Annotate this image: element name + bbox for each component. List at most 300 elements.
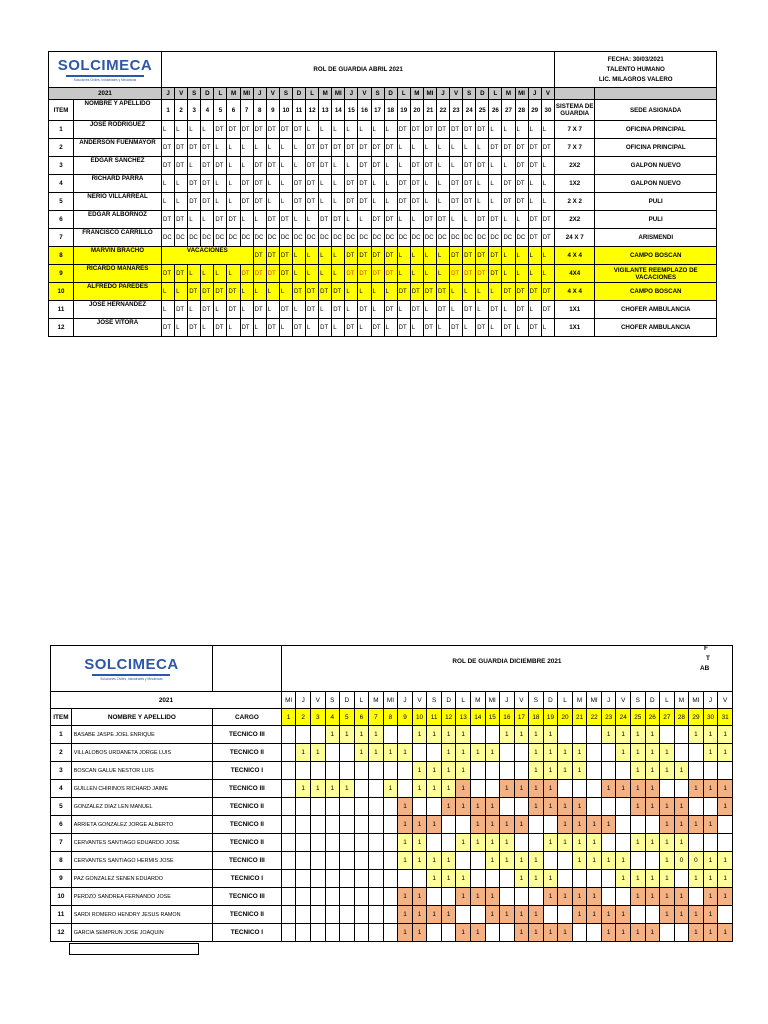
shift-cell: DT <box>450 193 463 211</box>
shift-cell: 1 <box>645 726 660 744</box>
weekday-cell: V <box>450 88 463 100</box>
weekday-cell: MI <box>689 692 704 709</box>
shift-cell: DT <box>436 301 449 319</box>
shift-cell <box>325 798 340 816</box>
shift-cell: DC <box>397 229 410 247</box>
shift-cell <box>587 870 602 888</box>
shift-cell: L <box>332 265 345 283</box>
weekday-cell: V <box>310 692 325 709</box>
day-number-cell: 20 <box>410 100 423 121</box>
shift-cell <box>601 870 616 888</box>
roster-title: ROL DE GUARDIA ABRIL 2021 <box>162 52 555 88</box>
shift-cell: DT <box>528 211 541 229</box>
shift-cell: 1 <box>500 816 515 834</box>
shift-cell <box>281 852 296 870</box>
day-number-cell: 3 <box>188 100 201 121</box>
shift-cell: 1 <box>587 816 602 834</box>
item-number: 10 <box>49 283 74 301</box>
day-number-cell: 13 <box>319 100 332 121</box>
shift-cell: DT <box>515 193 528 211</box>
guard-system: 2 X 2 <box>555 193 595 211</box>
site-header: SEDE ASIGNADA <box>595 100 717 121</box>
weekday-cell: MI <box>240 88 253 100</box>
shift-cell: 1 <box>645 744 660 762</box>
shift-cell: L <box>162 283 175 301</box>
shift-cell: 1 <box>718 924 733 942</box>
shift-cell <box>281 780 296 798</box>
roster-row <box>49 247 717 265</box>
shift-cell: DT <box>188 175 201 193</box>
day-number-cell: 24 <box>463 100 476 121</box>
day-number-cell: 10 <box>279 100 292 121</box>
shift-cell: DT <box>371 157 384 175</box>
weekday-cell: MI <box>332 88 345 100</box>
shift-cell: DT <box>266 211 279 229</box>
shift-cell <box>558 906 573 924</box>
shift-cell: DC <box>436 229 449 247</box>
shift-cell: L <box>502 211 515 229</box>
shift-cell <box>398 870 413 888</box>
assigned-site: PULI <box>595 193 717 211</box>
shift-cell <box>630 906 645 924</box>
shift-cell: DT <box>319 211 332 229</box>
shift-cell: 1 <box>296 744 311 762</box>
day-number-cell: 8 <box>383 709 398 726</box>
shift-cell: 1 <box>543 888 558 906</box>
day-number-cell: 3 <box>310 709 325 726</box>
weekday-cell: V <box>541 88 555 100</box>
item-number: 2 <box>51 744 72 762</box>
day-number-cell: 24 <box>616 709 631 726</box>
vacation-label: VACACIONES <box>162 247 254 265</box>
shift-cell: 1 <box>645 798 660 816</box>
shift-cell: 1 <box>689 870 704 888</box>
shift-cell: 1 <box>427 762 442 780</box>
shift-cell: L <box>358 283 371 301</box>
shift-cell: 1 <box>660 744 675 762</box>
shift-cell: DT <box>279 211 292 229</box>
shift-cell: 1 <box>572 798 587 816</box>
shift-cell: L <box>476 283 489 301</box>
shift-cell: DT <box>319 319 332 337</box>
shift-cell: DT <box>371 247 384 265</box>
shift-cell <box>427 924 442 942</box>
shift-cell: 1 <box>587 888 602 906</box>
shift-cell: DT <box>253 193 266 211</box>
shift-cell: L <box>423 265 436 283</box>
shift-cell: DT <box>253 121 266 139</box>
shift-cell: DT <box>266 247 279 265</box>
shift-cell: L <box>253 139 266 157</box>
shift-cell <box>325 762 340 780</box>
day-number-cell: 25 <box>630 709 645 726</box>
shift-cell <box>383 834 398 852</box>
shift-cell: DT <box>528 139 541 157</box>
shift-cell: DC <box>410 229 423 247</box>
shift-cell <box>325 906 340 924</box>
shift-cell <box>470 852 485 870</box>
employee-role: TECNICO I <box>212 762 281 780</box>
weekday-cell: V <box>616 692 631 709</box>
guard-system: 7 X 7 <box>555 139 595 157</box>
shift-cell: DT <box>397 319 410 337</box>
shift-cell: L <box>214 301 227 319</box>
shift-cell: 1 <box>470 816 485 834</box>
shift-cell: DC <box>502 229 515 247</box>
shift-cell: DT <box>306 283 319 301</box>
weekday-cell: MI <box>423 88 436 100</box>
shift-cell: L <box>175 175 188 193</box>
shift-cell <box>616 816 631 834</box>
clipped-meta-2: T <box>706 655 710 662</box>
shift-cell <box>281 744 296 762</box>
shift-cell: L <box>306 247 319 265</box>
day-number-cell: 11 <box>292 100 305 121</box>
day-number-cell: 26 <box>645 709 660 726</box>
shift-cell: DT <box>266 157 279 175</box>
shift-cell <box>674 780 689 798</box>
shift-cell <box>674 726 689 744</box>
shift-cell: L <box>528 301 541 319</box>
shift-cell <box>296 834 311 852</box>
weekday-cell: J <box>703 692 718 709</box>
assigned-site: ARISMENDI <box>595 229 717 247</box>
shift-cell: 1 <box>500 852 515 870</box>
shift-cell <box>296 816 311 834</box>
shift-cell <box>572 726 587 744</box>
shift-cell: DT <box>515 175 528 193</box>
roster-row <box>51 726 733 744</box>
shift-cell: 1 <box>441 744 456 762</box>
shift-cell: 1 <box>660 906 675 924</box>
employee-role: TECNICO I <box>212 924 281 942</box>
shift-cell: 1 <box>601 924 616 942</box>
shift-cell: DT <box>515 301 528 319</box>
shift-cell: L <box>266 175 279 193</box>
shift-cell <box>281 816 296 834</box>
shift-cell: 1 <box>601 780 616 798</box>
shift-cell: DT <box>319 157 332 175</box>
shift-cell: L <box>266 301 279 319</box>
shift-cell: L <box>450 139 463 157</box>
shift-cell: DT <box>450 265 463 283</box>
shift-cell: DT <box>423 283 436 301</box>
employee-role: TECNICO II <box>212 816 281 834</box>
shift-cell: DT <box>476 265 489 283</box>
shift-cell: DT <box>502 139 515 157</box>
shift-cell: 1 <box>703 906 718 924</box>
shift-cell: 1 <box>441 870 456 888</box>
shift-cell: L <box>201 319 214 337</box>
weekday-cell: L <box>489 88 502 100</box>
weekday-cell: L <box>306 88 319 100</box>
shift-cell: L <box>541 175 555 193</box>
shift-cell: L <box>306 319 319 337</box>
employee-role: TECNICO III <box>212 780 281 798</box>
shift-cell <box>718 816 733 834</box>
weekday-cell: L <box>456 692 471 709</box>
shift-cell: 1 <box>412 762 427 780</box>
shift-cell: 1 <box>572 852 587 870</box>
shift-cell: DT <box>214 121 227 139</box>
shift-cell: 1 <box>529 744 544 762</box>
shift-cell: L <box>227 157 240 175</box>
name-header-2: NOMBRE Y APELLIDO <box>71 709 212 726</box>
shift-cell <box>310 888 325 906</box>
shift-cell <box>325 744 340 762</box>
shift-cell <box>543 816 558 834</box>
shift-cell: L <box>489 157 502 175</box>
day-number-cell: 4 <box>201 100 214 121</box>
shift-cell: 1 <box>514 870 529 888</box>
shift-cell <box>369 780 384 798</box>
logo-tagline: Soluciones Civiles, Industriales y Mecánicas <box>73 78 137 82</box>
shift-cell <box>383 798 398 816</box>
shift-cell: 1 <box>470 744 485 762</box>
shift-cell: DT <box>175 139 188 157</box>
shift-cell: DT <box>345 193 358 211</box>
shift-cell: 1 <box>674 798 689 816</box>
shift-cell: 1 <box>514 906 529 924</box>
shift-cell: DT <box>162 319 175 337</box>
shift-cell: L <box>162 121 175 139</box>
shift-cell: DC <box>319 229 332 247</box>
shift-cell: DC <box>332 229 345 247</box>
shift-cell: 1 <box>689 726 704 744</box>
shift-cell: 1 <box>456 762 471 780</box>
shift-cell: DT <box>384 265 397 283</box>
day-number-cell: 29 <box>689 709 704 726</box>
shift-cell <box>703 762 718 780</box>
shift-cell <box>718 906 733 924</box>
name-header: NOMBRE Y APELLIDO <box>74 100 162 121</box>
item-number: 8 <box>51 852 72 870</box>
day-number-cell: 30 <box>703 709 718 726</box>
day-number-cell: 5 <box>340 709 355 726</box>
item-number: 3 <box>51 762 72 780</box>
shift-cell: 1 <box>689 780 704 798</box>
shift-cell: 1 <box>674 834 689 852</box>
day-number-cell: 16 <box>358 100 371 121</box>
shift-cell: 1 <box>441 906 456 924</box>
shift-cell: 1 <box>412 888 427 906</box>
shift-cell: DT <box>175 211 188 229</box>
shift-cell <box>325 924 340 942</box>
system-header: SISTEMA DE GUARDIA <box>555 100 595 121</box>
shift-cell: L <box>175 193 188 211</box>
shift-cell: DT <box>227 283 240 301</box>
day-number-cell: 2 <box>296 709 311 726</box>
weekday-cell: V <box>175 88 188 100</box>
roster-row <box>51 906 733 924</box>
shift-cell: L <box>436 319 449 337</box>
shift-cell: L <box>227 193 240 211</box>
shift-cell: 1 <box>543 762 558 780</box>
guard-system: 4 X 4 <box>555 283 595 301</box>
guard-system: 24 X 7 <box>555 229 595 247</box>
employee-role: TECNICO II <box>212 834 281 852</box>
shift-cell <box>485 726 500 744</box>
shift-cell <box>514 834 529 852</box>
shift-cell <box>398 780 413 798</box>
shift-cell: L <box>463 319 476 337</box>
year-label: 2021 <box>49 88 162 100</box>
day-number-cell: 12 <box>306 100 319 121</box>
day-number-cell: 10 <box>412 709 427 726</box>
shift-cell: 1 <box>718 780 733 798</box>
day-number-cell: 20 <box>558 709 573 726</box>
shift-cell: 1 <box>485 744 500 762</box>
shift-cell: L <box>489 283 502 301</box>
shift-cell: 1 <box>543 924 558 942</box>
shift-cell: L <box>384 319 397 337</box>
day-number-cell: 28 <box>674 709 689 726</box>
shift-cell: DT <box>201 283 214 301</box>
shift-cell: 1 <box>529 870 544 888</box>
shift-cell: DT <box>292 175 305 193</box>
roster-row <box>49 139 717 157</box>
shift-cell: DT <box>201 175 214 193</box>
shift-cell: DT <box>489 265 502 283</box>
day-number-cell: 6 <box>227 100 240 121</box>
shift-cell <box>616 798 631 816</box>
empty-cell-under-table <box>69 943 199 955</box>
shift-cell: DC <box>358 229 371 247</box>
shift-cell: L <box>332 319 345 337</box>
day-number-cell: 31 <box>718 709 733 726</box>
shift-cell: L <box>384 121 397 139</box>
shift-cell <box>310 798 325 816</box>
shift-cell <box>369 816 384 834</box>
shift-cell <box>427 888 442 906</box>
day-number-cell: 15 <box>485 709 500 726</box>
roster-signer: LIC. MILAGROS VALERO <box>598 75 673 83</box>
shift-cell <box>281 798 296 816</box>
shift-cell: DT <box>410 193 423 211</box>
shift-cell: 1 <box>354 744 369 762</box>
shift-cell <box>354 762 369 780</box>
weekday-cell: S <box>463 88 476 100</box>
shift-cell: 1 <box>500 834 515 852</box>
shift-cell: DC <box>463 229 476 247</box>
year-label-2: 2021 <box>51 692 282 709</box>
shift-cell: DT <box>358 139 371 157</box>
shift-cell: L <box>423 139 436 157</box>
shift-cell <box>630 816 645 834</box>
shift-cell: 1 <box>660 816 675 834</box>
roster-row <box>51 888 733 906</box>
assigned-site: CAMPO BOSCAN <box>595 283 717 301</box>
assigned-site: CAMPO BOSCAN <box>595 247 717 265</box>
shift-cell: 1 <box>456 888 471 906</box>
shift-cell: DT <box>397 175 410 193</box>
shift-cell: 1 <box>514 852 529 870</box>
shift-cell <box>660 924 675 942</box>
shift-cell <box>674 744 689 762</box>
shift-cell: 1 <box>529 726 544 744</box>
shift-cell: DT <box>463 157 476 175</box>
shift-cell: DT <box>371 139 384 157</box>
employee-name: VILLALOBOS URDANETA JORGE LUIS <box>71 744 212 762</box>
shift-cell: L <box>397 265 410 283</box>
roster-row <box>51 852 733 870</box>
shift-cell: L <box>541 121 555 139</box>
shift-cell: DT <box>201 193 214 211</box>
shift-cell: 1 <box>369 726 384 744</box>
shift-cell: DT <box>528 157 541 175</box>
roster-row <box>49 229 717 247</box>
weekday-cell: M <box>410 88 423 100</box>
shift-cell: DT <box>279 265 292 283</box>
shift-cell: DT <box>279 121 292 139</box>
shift-cell <box>500 744 515 762</box>
shift-cell: 1 <box>441 726 456 744</box>
shift-cell <box>587 744 602 762</box>
shift-cell: L <box>463 139 476 157</box>
item-number: 7 <box>51 834 72 852</box>
shift-cell: L <box>188 265 201 283</box>
item-number: 9 <box>51 870 72 888</box>
shift-cell: DT <box>397 121 410 139</box>
employee-name: JOSE VITORA <box>74 319 162 337</box>
shift-cell: 1 <box>500 726 515 744</box>
roster-row <box>49 193 717 211</box>
shift-cell <box>660 726 675 744</box>
shift-cell: 1 <box>485 816 500 834</box>
shift-cell: 1 <box>703 870 718 888</box>
shift-cell: 1 <box>660 852 675 870</box>
shift-cell: DT <box>240 193 253 211</box>
shift-cell: L <box>306 265 319 283</box>
shift-cell: 1 <box>718 870 733 888</box>
item-header-2: ITEM <box>51 709 72 726</box>
weekday-cell: L <box>214 88 227 100</box>
shift-cell <box>383 762 398 780</box>
shift-cell <box>412 798 427 816</box>
employee-name: ALFREDO PAREDES <box>74 283 162 301</box>
weekday-cell: MI <box>383 692 398 709</box>
day-number-cell: 7 <box>369 709 384 726</box>
shift-cell: DT <box>410 283 423 301</box>
shift-cell: DT <box>332 301 345 319</box>
shift-cell: DT <box>266 121 279 139</box>
shift-cell <box>616 888 631 906</box>
shift-cell: L <box>476 175 489 193</box>
item-number: 10 <box>51 888 72 906</box>
shift-cell: L <box>450 157 463 175</box>
shift-cell: DT <box>463 247 476 265</box>
shift-cell: DT <box>371 211 384 229</box>
shift-cell: DT <box>214 211 227 229</box>
shift-cell: L <box>450 283 463 301</box>
shift-cell: 1 <box>340 726 355 744</box>
shift-cell: DT <box>502 175 515 193</box>
shift-cell <box>325 816 340 834</box>
shift-cell: 1 <box>441 780 456 798</box>
shift-cell: L <box>515 265 528 283</box>
assigned-site: GALPON NUEVO <box>595 157 717 175</box>
assigned-site: OFICINA PRINCIPAL <box>595 139 717 157</box>
shift-cell: 1 <box>398 888 413 906</box>
shift-cell: L <box>292 157 305 175</box>
shift-cell: L <box>515 319 528 337</box>
shift-cell: L <box>227 265 240 283</box>
shift-cell: 1 <box>543 744 558 762</box>
shift-cell: 1 <box>572 888 587 906</box>
shift-cell: 1 <box>660 834 675 852</box>
shift-cell: 0 <box>674 852 689 870</box>
shift-cell: DC <box>423 229 436 247</box>
